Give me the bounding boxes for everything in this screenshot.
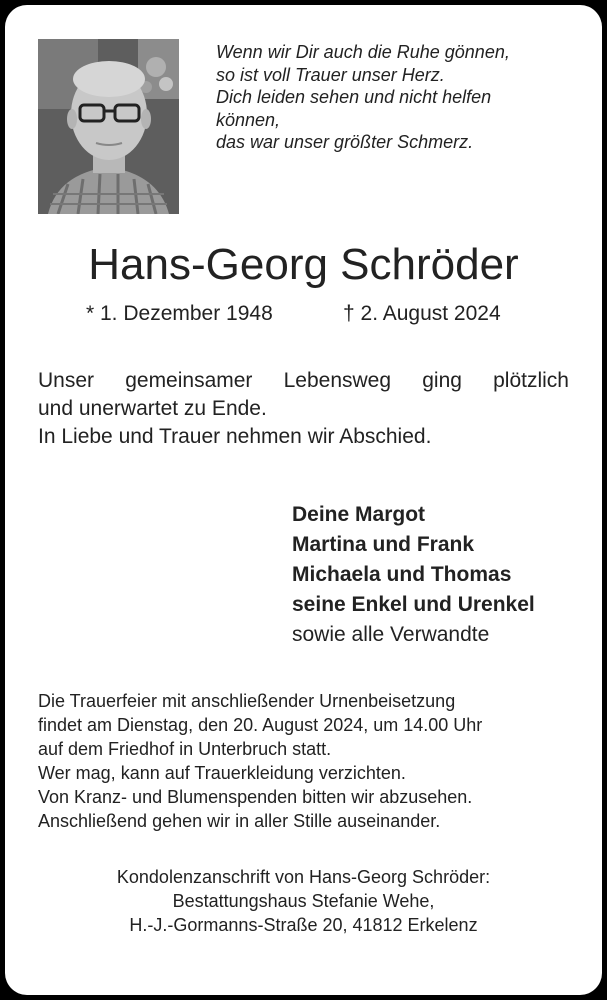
- poem: [216, 41, 586, 154]
- mourner-relatives: sowie alle Verwandte: [292, 623, 490, 646]
- condolence-line: H.-J.-Gormanns-Straße 20, 41812 Erkelenz: [129, 915, 478, 935]
- funeral-line: findet am Dienstag, den 20. August 2024, um 14.00 Uhr: [38, 715, 483, 735]
- condolence-address: [5, 865, 602, 937]
- portrait-photo: [38, 39, 179, 214]
- poem-line: können,: [216, 109, 281, 130]
- message-line: und unerwartet zu Ende.: [38, 397, 267, 420]
- mourner: Martina und Frank: [292, 533, 475, 556]
- mourner: Deine Margot: [292, 503, 426, 526]
- funeral-details: [38, 689, 482, 833]
- poem-line: so ist voll Trauer unser Herz.: [216, 64, 445, 85]
- funeral-line: Anschließend gehen wir in aller Stille auseinander.: [38, 811, 441, 831]
- mourners-list: [292, 500, 535, 650]
- mourner: Michaela und Thomas: [292, 563, 512, 586]
- message-line: In Liebe und Trauer nehmen wir Abschied.: [38, 425, 432, 448]
- funeral-line: auf dem Friedhof in Unterbruch statt.: [38, 739, 332, 759]
- poem-line: das war unser größter Schmerz.: [216, 132, 474, 152]
- farewell-message: [38, 367, 569, 451]
- birth-date: * 1. Dezember 1948: [86, 302, 273, 325]
- condolence-line: Kondolenzanschrift von Hans-Georg Schröder:: [116, 867, 491, 887]
- obituary-card: [5, 5, 602, 995]
- funeral-line: Von Kranz- und Blumenspenden bitten wir abzusehen.: [38, 787, 473, 807]
- funeral-line: Die Trauerfeier mit anschließender Urnenbeisetzung: [38, 691, 456, 711]
- funeral-line: Wer mag, kann auf Trauerkleidung verzichten.: [38, 763, 406, 783]
- mourner: seine Enkel und Urenkel: [292, 593, 535, 616]
- message-line: Unser gemeinsamer Lebensweg ging plötzlich: [38, 369, 569, 392]
- poem-line: Dich leiden sehen und nicht helfen: [216, 87, 492, 107]
- death-date: † 2. August 2024: [343, 302, 501, 325]
- poem-line: Wenn wir Dir auch die Ruhe gönnen,: [216, 42, 510, 62]
- deceased-name: Hans-Georg Schröder: [88, 240, 519, 289]
- condolence-line: Bestattungshaus Stefanie Wehe,: [172, 891, 435, 911]
